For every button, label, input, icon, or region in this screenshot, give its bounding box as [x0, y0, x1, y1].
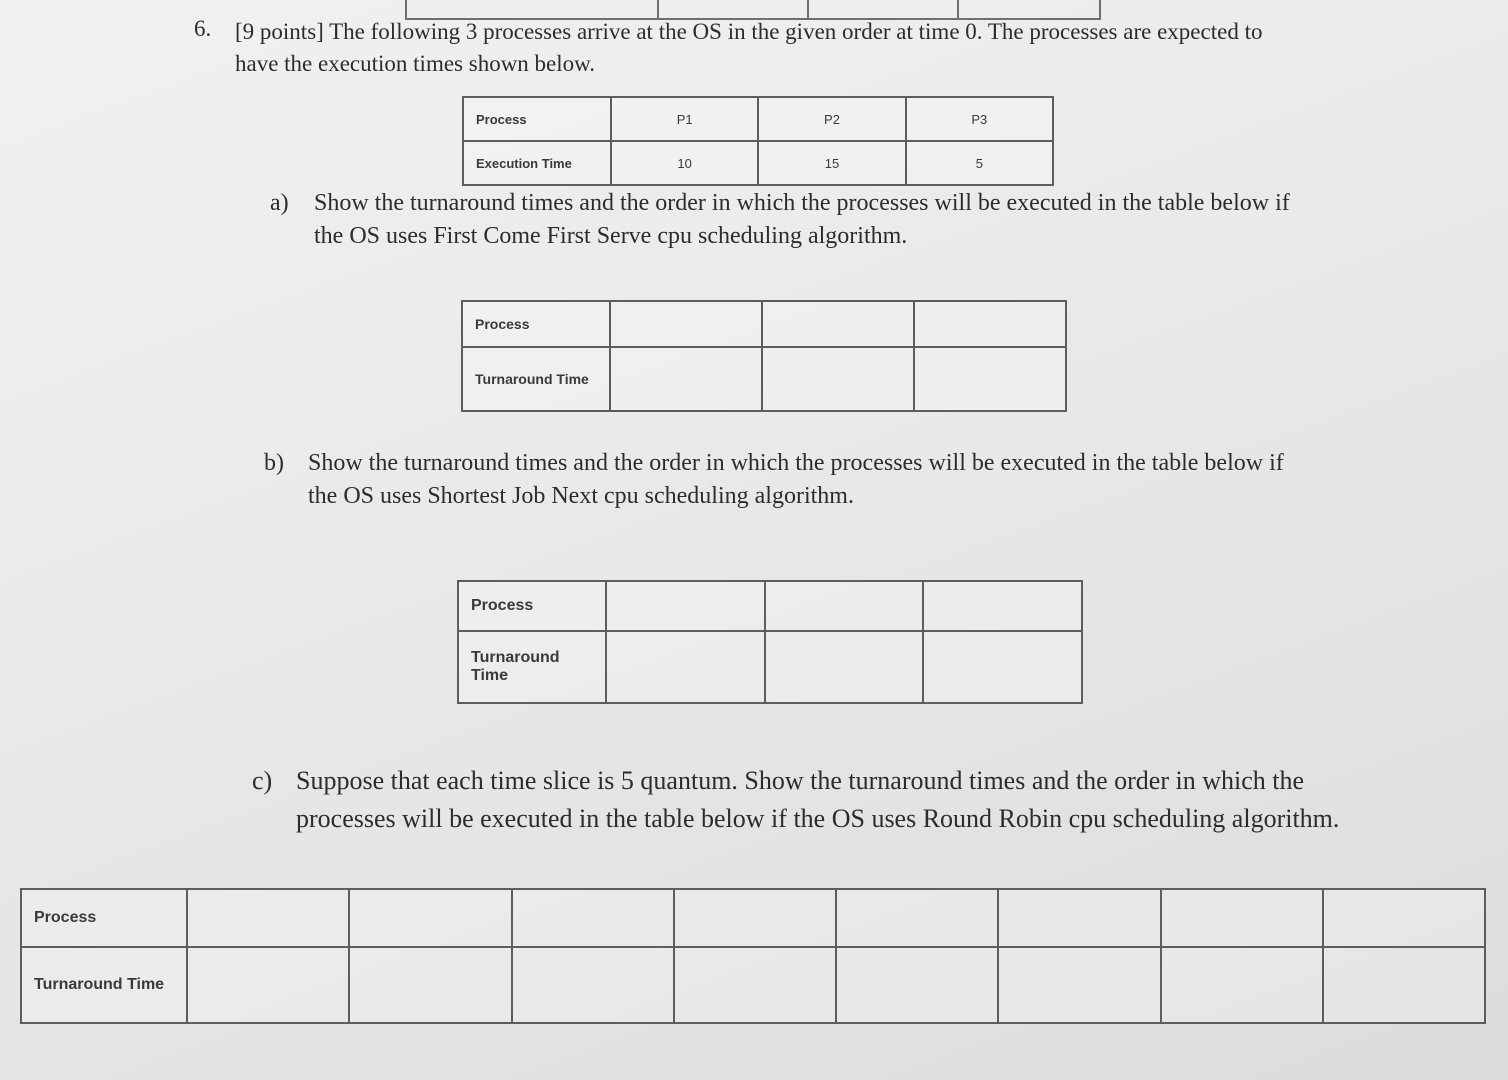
rr-process-cell[interactable] — [1323, 889, 1485, 947]
fcfs-process-cell[interactable] — [762, 301, 914, 347]
rr-turnaround-cell[interactable] — [349, 947, 511, 1023]
sjn-turnaround-cell[interactable] — [765, 631, 924, 703]
question-number: 6. — [194, 16, 212, 41]
sjn-answer-table — [457, 580, 1083, 704]
sjn-turnaround-cell[interactable] — [606, 631, 765, 703]
sjn-turnaround-cell[interactable] — [923, 631, 1082, 703]
process-p3: P3 — [906, 97, 1053, 141]
execution-time-p1: 10 — [611, 141, 758, 185]
rr-turnaround-label: Turnaround Time — [21, 947, 187, 1023]
part-c-letter: c) — [252, 766, 273, 795]
rr-process-cell[interactable] — [512, 889, 674, 947]
rr-turnaround-cell[interactable] — [512, 947, 674, 1023]
rr-turnaround-cell[interactable] — [998, 947, 1160, 1023]
fcfs-answer-table — [461, 300, 1067, 412]
question-text: [9 points] The following 3 processes arrive at the OS in the given order at time 0. The processes are expected to have the execution times shown below. — [235, 19, 1263, 76]
rr-process-label: Process — [21, 889, 187, 947]
execution-time-row-label: Execution Time — [463, 141, 611, 185]
part-b-text: Show the turnaround times and the order in which the processes will be executed in the table below if the OS uses Shortest Job Next cpu scheduling algorithm. — [308, 450, 1284, 509]
rr-process-cell[interactable] — [187, 889, 349, 947]
rr-turnaround-cell[interactable] — [836, 947, 998, 1023]
part-a-letter: a) — [270, 190, 289, 216]
part-c-text: Suppose that each time slice is 5 quantum. Show the turnaround times and the order in which the processes will be executed in the table below if the OS uses Round Robin cpu scheduling algorithm. — [296, 766, 1340, 833]
fcfs-turnaround-cell[interactable] — [610, 347, 762, 411]
process-p1: P1 — [611, 97, 758, 141]
sjn-process-label: Process — [458, 581, 606, 631]
fcfs-process-cell[interactable] — [914, 301, 1066, 347]
execution-time-p3: 5 — [906, 141, 1053, 185]
fcfs-process-label: Process — [462, 301, 610, 347]
execution-time-table — [462, 96, 1054, 186]
fcfs-turnaround-cell[interactable] — [914, 347, 1066, 411]
sjn-process-cell[interactable] — [923, 581, 1082, 631]
part-a-text: Show the turnaround times and the order in which the processes will be executed in the table below if the OS uses First Come First Serve cpu scheduling algorithm. — [314, 190, 1290, 249]
rr-turnaround-cell[interactable] — [674, 947, 836, 1023]
rr-process-cell[interactable] — [998, 889, 1160, 947]
process-row-label: Process — [463, 97, 611, 141]
rr-process-cell[interactable] — [836, 889, 998, 947]
sjn-process-cell[interactable] — [765, 581, 924, 631]
sjn-turnaround-label: Turnaround Time — [458, 631, 606, 703]
rr-process-cell[interactable] — [349, 889, 511, 947]
rr-turnaround-cell[interactable] — [1161, 947, 1323, 1023]
sjn-process-cell[interactable] — [606, 581, 765, 631]
execution-time-p2: 15 — [758, 141, 905, 185]
round-robin-answer-table — [20, 888, 1486, 1024]
fcfs-turnaround-cell[interactable] — [762, 347, 914, 411]
rr-turnaround-cell[interactable] — [187, 947, 349, 1023]
part-b-letter: b) — [264, 450, 284, 476]
rr-process-cell[interactable] — [674, 889, 836, 947]
rr-process-cell[interactable] — [1161, 889, 1323, 947]
fcfs-process-cell[interactable] — [610, 301, 762, 347]
rr-turnaround-cell[interactable] — [1323, 947, 1485, 1023]
process-p2: P2 — [758, 97, 905, 141]
fcfs-turnaround-label: Turnaround Time — [462, 347, 610, 411]
